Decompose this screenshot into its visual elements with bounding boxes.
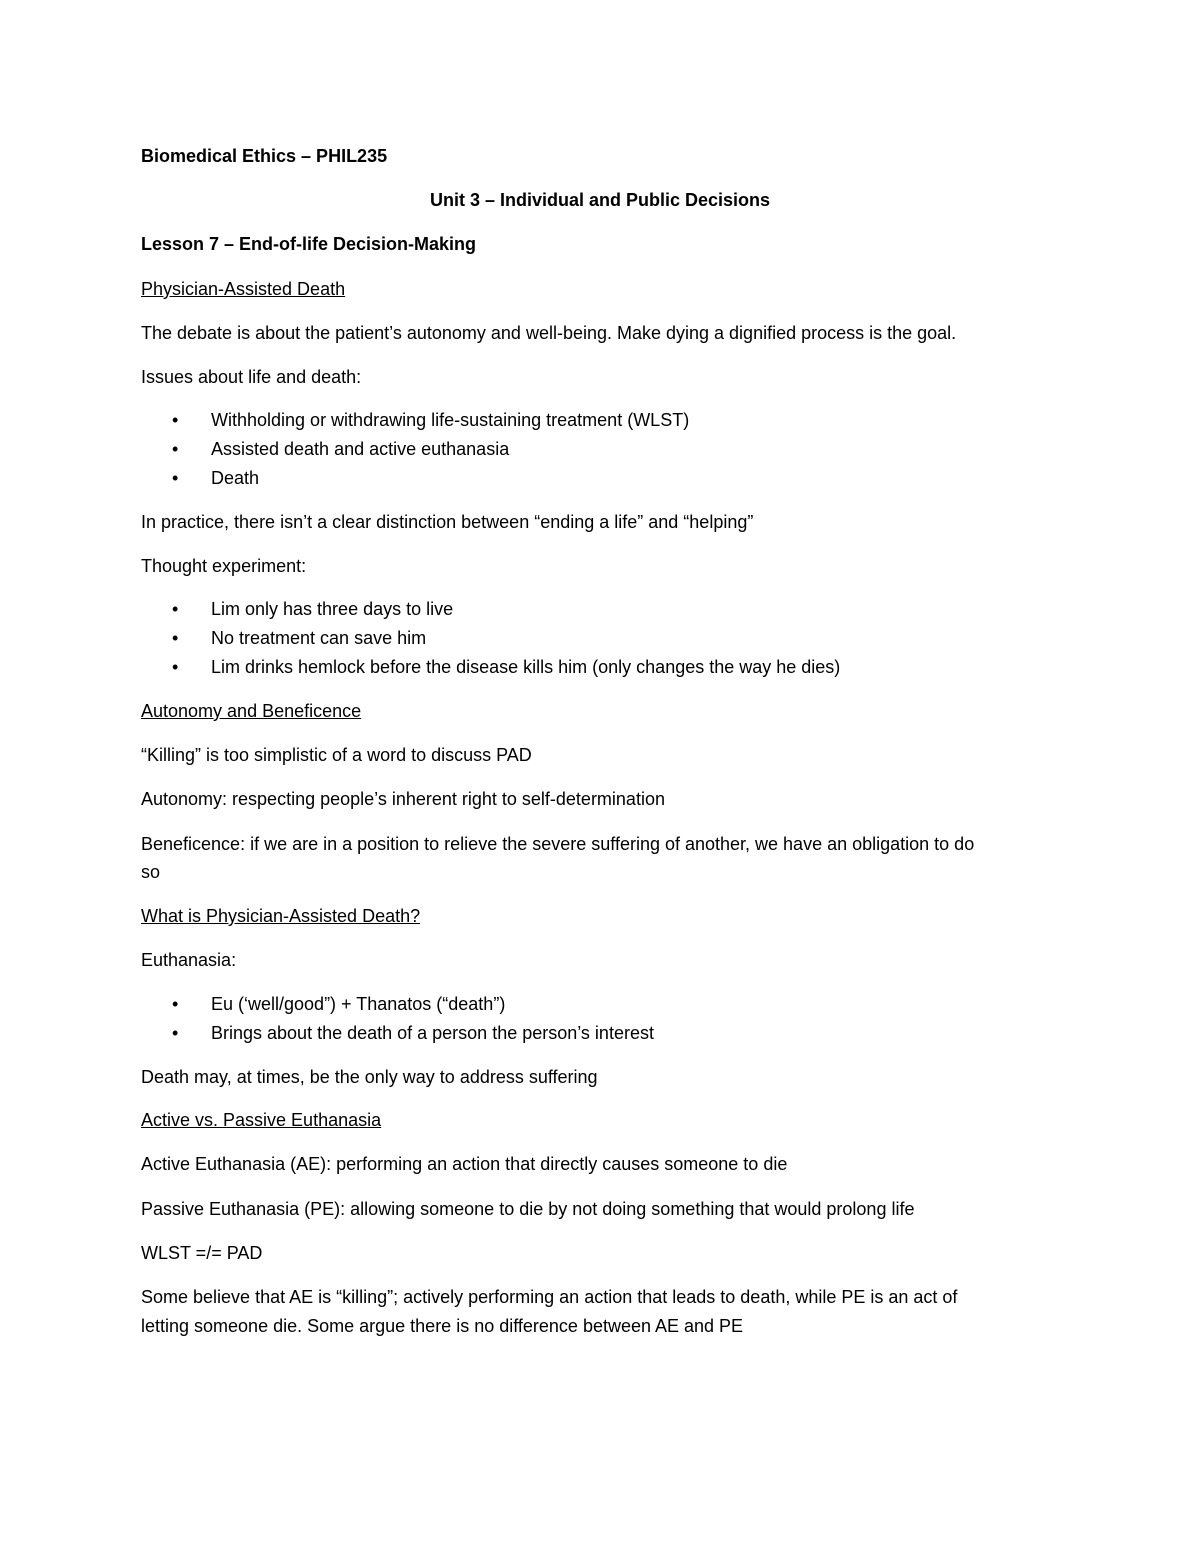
bullet-icon: •	[172, 657, 179, 677]
paragraph: Death may, at times, be the only way to address suffering	[141, 1067, 598, 1087]
paragraph: WLST =/= PAD	[141, 1243, 263, 1263]
bullet-icon: •	[172, 439, 179, 459]
list-item: No treatment can save him	[211, 628, 427, 648]
section-heading-pad: Physician-Assisted Death	[141, 279, 346, 299]
paragraph: Beneficence: if we are in a position to relieve the severe suffering of another, we have an obligation to do	[141, 834, 975, 854]
section-heading-what-is: What is Physician-Assisted Death?	[141, 906, 421, 926]
list-item: Withholding or withdrawing life-sustaining treatment (WLST)	[211, 410, 690, 430]
paragraph: Thought experiment:	[141, 556, 307, 576]
paragraph: In practice, there isn’t a clear distinction between “ending a life” and “helping”	[141, 512, 754, 532]
list-item: Lim drinks hemlock before the disease kills him (only changes the way he dies)	[211, 657, 841, 677]
paragraph: Active Euthanasia (AE): performing an action that directly causes someone to die	[141, 1154, 788, 1174]
section-heading-active-passive: Active vs. Passive Euthanasia	[141, 1110, 382, 1130]
list-item: Assisted death and active euthanasia	[211, 439, 510, 459]
list-item: Brings about the death of a person the person’s interest	[211, 1023, 654, 1043]
list-item: Eu (‘well/good”) + Thanatos (“death”)	[211, 994, 506, 1014]
bullet-icon: •	[172, 599, 179, 619]
bullet-icon: •	[172, 1023, 179, 1043]
paragraph: Autonomy: respecting people’s inherent right to self-determination	[141, 789, 665, 809]
list-item: Death	[211, 468, 260, 488]
paragraph-continuation: letting someone die. Some argue there is no difference between AE and PE	[141, 1316, 744, 1336]
course-title: Biomedical Ethics – PHIL235	[141, 146, 388, 166]
paragraph: “Killing” is too simplistic of a word to discuss PAD	[141, 745, 532, 765]
paragraph: Passive Euthanasia (PE): allowing someone to die by not doing something that would prolong life	[141, 1199, 915, 1219]
bullet-icon: •	[172, 628, 179, 648]
unit-title: Unit 3 – Individual and Public Decisions	[429, 190, 771, 210]
list-item: Lim only has three days to live	[211, 599, 454, 619]
bullet-icon: •	[172, 410, 179, 430]
paragraph-continuation: so	[141, 862, 161, 882]
lesson-title: Lesson 7 – End-of-life Decision-Making	[141, 234, 477, 254]
bullet-icon: •	[172, 468, 179, 488]
paragraph: Euthanasia:	[141, 950, 237, 970]
bullet-icon: •	[172, 994, 179, 1014]
paragraph: The debate is about the patient’s autonomy and well-being. Make dying a dignified process is the goal.	[141, 323, 957, 343]
paragraph: Issues about life and death:	[141, 367, 362, 387]
paragraph: Some believe that AE is “killing”; actively performing an action that leads to death, while PE is an act of	[141, 1287, 958, 1307]
section-heading-autonomy: Autonomy and Beneficence	[141, 701, 362, 721]
